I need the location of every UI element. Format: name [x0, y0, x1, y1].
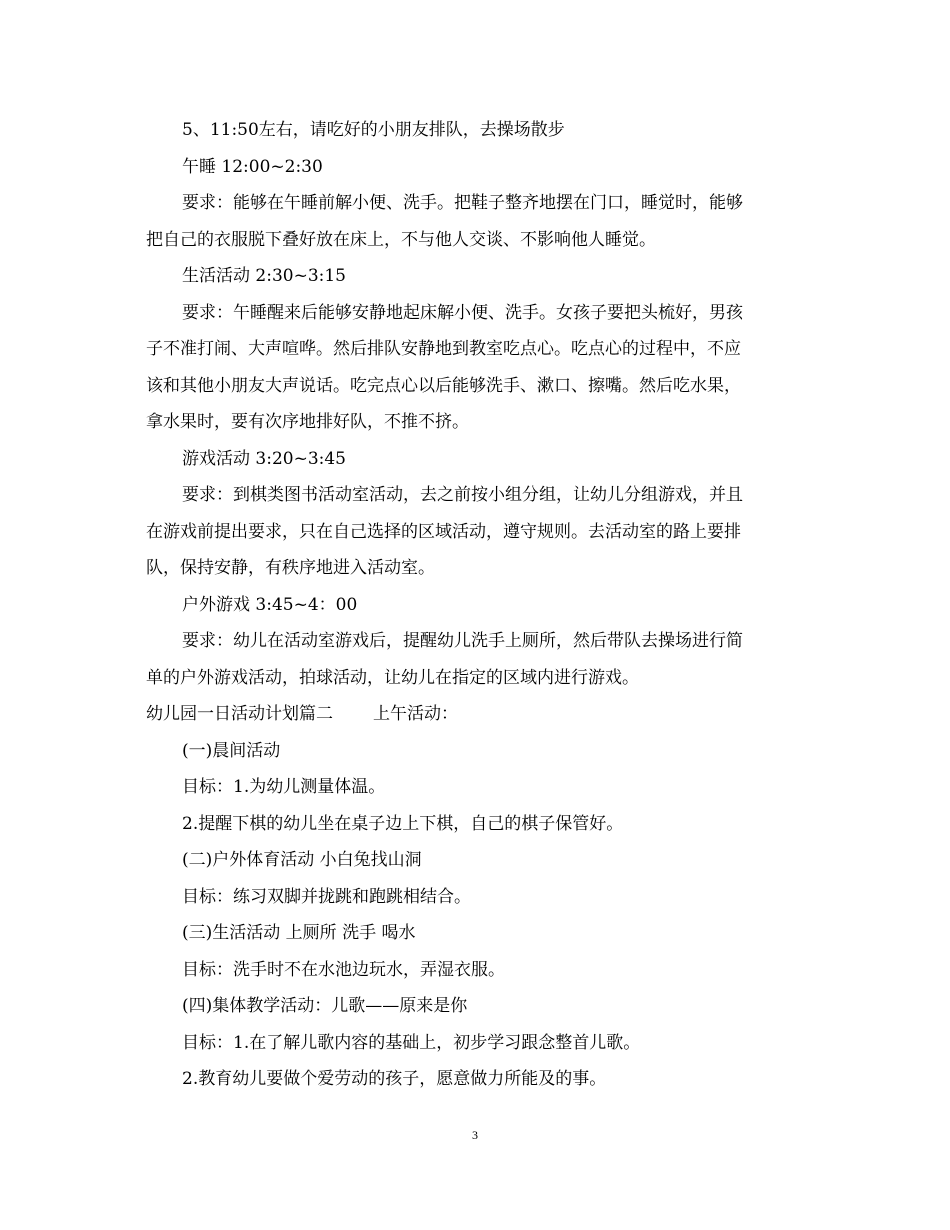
- line-text: (四)集体教学活动：儿歌——原来是你: [182, 996, 468, 1016]
- line-text: 目标：1.在了解儿歌内容的基础上，初步学习跟念整首儿歌。: [182, 1032, 641, 1053]
- text-line: [146, 514, 810, 551]
- text-line: [146, 222, 810, 259]
- line-text: 2.提醒下棋的幼儿坐在桌子边上下棋，自己的棋子保管好。: [182, 813, 624, 834]
- line-text: 户外游戏 3:45~4：00: [182, 594, 358, 615]
- text-line: [146, 441, 810, 478]
- text-line: [146, 952, 810, 989]
- line-text: 要求：午睡醒来后能够安静地起床解小便、洗手。女孩子要把头梳好，男孩: [182, 302, 743, 323]
- text-line: [146, 404, 810, 441]
- line-text: 队，保持安静，有秩序地进入活动室。: [146, 558, 435, 578]
- line-text: 该和其他小朋友大声说话。吃完点心以后能够洗手、漱口、擦嘴。然后吃水果，: [146, 375, 741, 396]
- line-text: (一)晨间活动: [182, 740, 281, 761]
- text-line: [146, 623, 810, 660]
- document-body: [146, 112, 810, 1098]
- text-line: [146, 660, 810, 697]
- line-text: 目标：练习双脚并拢跳和跑跳相结合。: [182, 886, 471, 907]
- line-text: (三)生活活动 上厕所 洗手 喝水: [182, 923, 416, 943]
- line-text: 5、11:50左右，请吃好的小朋友排队，去操场散步: [182, 120, 565, 140]
- text-line: [146, 915, 810, 952]
- line-text: 拿水果时，要有次序地排好队，不推不挤。: [146, 412, 469, 432]
- text-line: [146, 587, 810, 624]
- line-text: 午睡 12:00~2:30: [182, 156, 323, 177]
- line-text: 目标：洗手时不在水池边玩水，弄湿衣服。: [182, 959, 505, 980]
- line-text: 单的户外游戏活动，拍球活动，让幼儿在指定的区域内进行游戏。: [146, 667, 639, 688]
- text-line: [146, 149, 810, 186]
- text-line: [146, 696, 810, 733]
- text-line: [146, 806, 810, 843]
- text-line: [146, 112, 810, 149]
- line-text-secondary: 上午活动：: [373, 704, 458, 724]
- text-line: [146, 477, 810, 514]
- text-line: [146, 988, 810, 1025]
- text-line: [146, 258, 810, 295]
- text-line: [146, 185, 810, 222]
- text-line: [146, 842, 810, 879]
- text-line: [146, 1025, 810, 1062]
- line-text: 目标：1.为幼儿测量体温。: [182, 777, 386, 797]
- line-text: 要求：幼儿在活动室游戏后，提醒幼儿洗手上厕所，然后带队去操场进行简: [182, 631, 743, 651]
- page-number: 3: [472, 1128, 478, 1142]
- line-text: 生活活动 2:30~3:15: [182, 266, 346, 286]
- text-line: [146, 295, 810, 332]
- text-line: [146, 733, 810, 770]
- line-text: 子不准打闹、大声喧哗。然后排队安静地到教室吃点心。吃点心的过程中，不应: [146, 339, 741, 359]
- text-line: [146, 331, 810, 368]
- line-text: 2.教育幼儿要做个爱劳动的孩子，愿意做力所能及的事。: [182, 1069, 607, 1089]
- text-line: [146, 550, 810, 587]
- text-line: [146, 1061, 810, 1098]
- text-line: [146, 368, 810, 405]
- line-text: 幼儿园一日活动计划篇二: [146, 704, 333, 724]
- line-text: 在游戏前提出要求，只在自己选择的区域活动，遵守规则。去活动室的路上要排: [146, 521, 741, 542]
- line-text: 要求：到棋类图书活动室活动，去之前按小组分组，让幼儿分组游戏，并且: [182, 485, 743, 505]
- text-line: [146, 769, 810, 806]
- line-text: 要求：能够在午睡前解小便、洗手。把鞋子整齐地摆在门口，睡觉时，能够: [182, 193, 743, 213]
- line-text: (二)户外体育活动 小白兔找山洞: [182, 850, 422, 870]
- text-line: [146, 879, 810, 916]
- line-text: 把自己的衣服脱下叠好放在床上，不与他人交谈、不影响他人睡觉。: [146, 229, 656, 250]
- line-text: 游戏活动 3:20~3:45: [182, 448, 346, 469]
